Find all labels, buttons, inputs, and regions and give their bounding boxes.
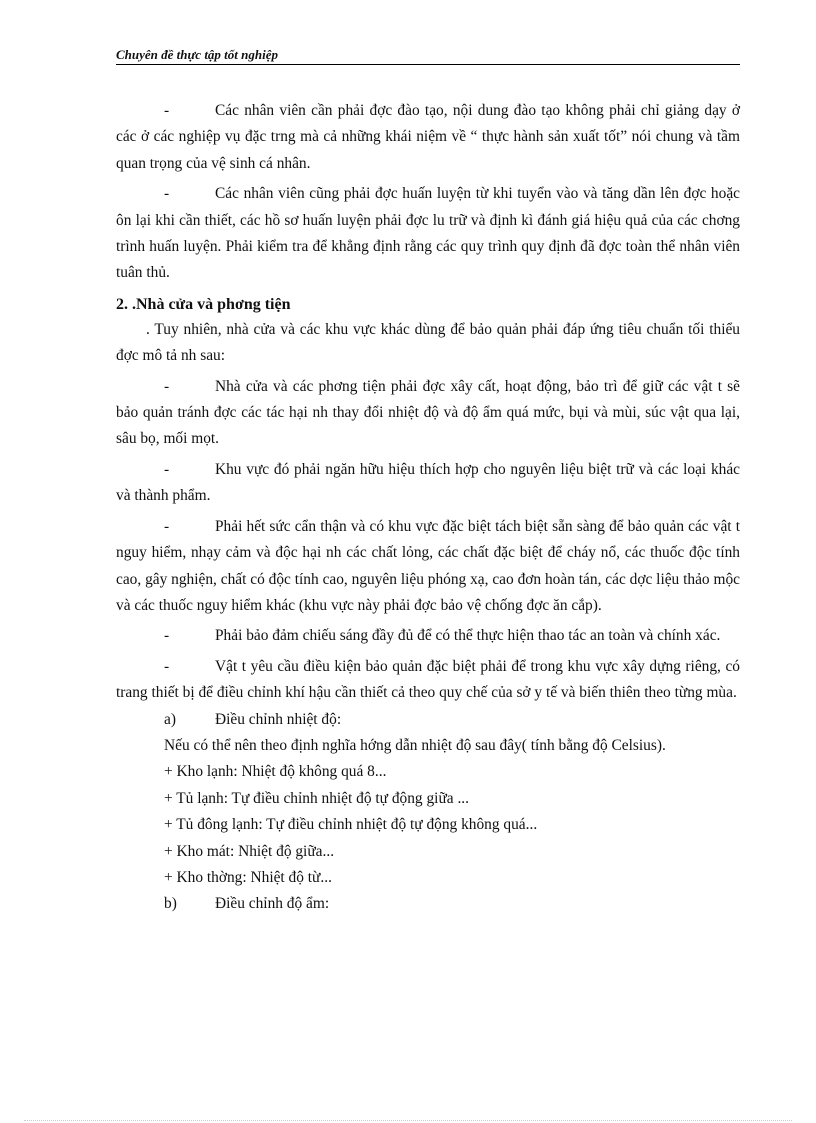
section-heading: 2. .Nhà cửa và phơng tiện [116,295,291,313]
bullet-paragraph [116,374,740,453]
bullet-dash: - [164,377,170,395]
temperature-item: + Tủ đông lạnh: Tự điều chỉnh nhiệt độ tự động không quá... [164,816,538,834]
paragraph-text: Nhà cửa và các phơng tiện phải đợc xây cất, hoạt động, bảo trì để giữ các vật t sẽ bảo quản tránh đợc các tác hại nh thay đổi nhiệt độ và độ ẩm quá mức, bụi và mùi, súc vật qua lại, sâu bọ, mối mọt. [116,377,740,448]
bullet-dash: - [164,460,170,478]
subsection-b [116,891,740,917]
temperature-item: + Kho lạnh: Nhiệt độ không quá 8... [164,763,387,781]
paragraph-text: Phải bảo đảm chiếu sáng đầy đủ để có thể thực hiện thao tác an toàn và chính xác. [215,627,721,645]
subsection-a [116,707,740,733]
temperature-item: + Kho thờng: Nhiệt độ từ... [164,868,332,886]
paragraph-text: Vật t yêu cầu điều kiện bảo quản đặc biệt phải để trong khu vực xây dựng riêng, có trang thiết bị để điều chỉnh khí hậu cần thiết cả theo quy chế của sở y tế và biến thiên theo từng mùa. [116,657,740,702]
bullet-paragraph [116,514,740,620]
subsection-title: Điều chỉnh độ ẩm: [215,895,330,913]
paragraph-text: Khu vực đó phải ngăn hữu hiệu thích hợp cho nguyên liệu biệt trữ và các loại khác và thành phẩm. [116,460,740,505]
bullet-dash: - [164,102,170,119]
bullet-dash: - [164,185,170,203]
bullet-paragraph [116,654,740,707]
paragraph-text: Các nhân viên cần phải đợc đào tạo, nội dung đào tạo không phải chỉ giảng dạy ở các ở các nghiệp vụ đặc trng mà cả những khái niệm về “ thực hành sản xuất tốt” nói chung và tầm quan trọng của vệ sinh cá nhân. [116,102,740,172]
subsection-title: Điều chỉnh nhiệt độ: [215,710,342,728]
page-header [116,47,740,65]
temperature-item: + Kho mát: Nhiệt độ giữa... [164,842,335,860]
temperature-intro: Nếu có thể nên theo định nghĩa hớng dẫn nhiệt độ sau đây( tính bằng độ Celsius). [164,736,666,754]
bullet-dash: - [164,627,170,645]
subsection-label: b) [164,895,177,913]
bullet-paragraph [116,623,740,649]
paragraph-text: Phải hết sức cẩn thận và có khu vực đặc biệt tách biệt sẵn sàng để bảo quản các vật t nguy hiểm, nhạy cảm và độc hại nh các chất lỏng, các chất đặc biệt để cháy nổ, các thuốc độc tính cao, gây nghiện, chất có độc tính cao, nguyên liệu phóng xạ, cao đơn hoàn tán, các dợc liệu thảo mộc và các thuốc nguy hiểm khác (khu vực này phải đợc bảo vệ chống đợc ăn cắp). [116,517,740,614]
temperature-item: + Tủ lạnh: Tự điều chỉnh nhiệt độ tự động giữa ... [164,789,470,807]
header-title: Chuyên đề thực tập tốt nghiệp [116,47,278,62]
bullet-paragraph [116,181,740,287]
paragraph-text: Các nhân viên cũng phải đợc huấn luyện từ khi tuyển vào và tăng dần lên đợc hoặc ôn lại khi cần thiết, các hồ sơ huấn luyện phải đợc lu trữ và định kì đánh giá hiệu quả của các chơng trình huấn luyện. Phải kiểm tra để khẳng định rằng các quy trình quy định đã đợc toàn thể nhân viên tuân thủ. [116,185,740,282]
document-body [116,98,740,918]
subsection-label: a) [164,710,176,728]
intro-paragraph: . Tuy nhiên, nhà cửa và các khu vực khác dùng để bảo quản phải đáp ứng tiêu chuẩn tối thiểu đợc mô tả nh sau: [116,320,740,365]
bullet-paragraph [116,457,740,510]
page-bottom-divider [24,1120,792,1121]
bullet-dash: - [164,657,170,675]
bullet-paragraph [116,98,740,177]
bullet-dash: - [164,517,170,535]
